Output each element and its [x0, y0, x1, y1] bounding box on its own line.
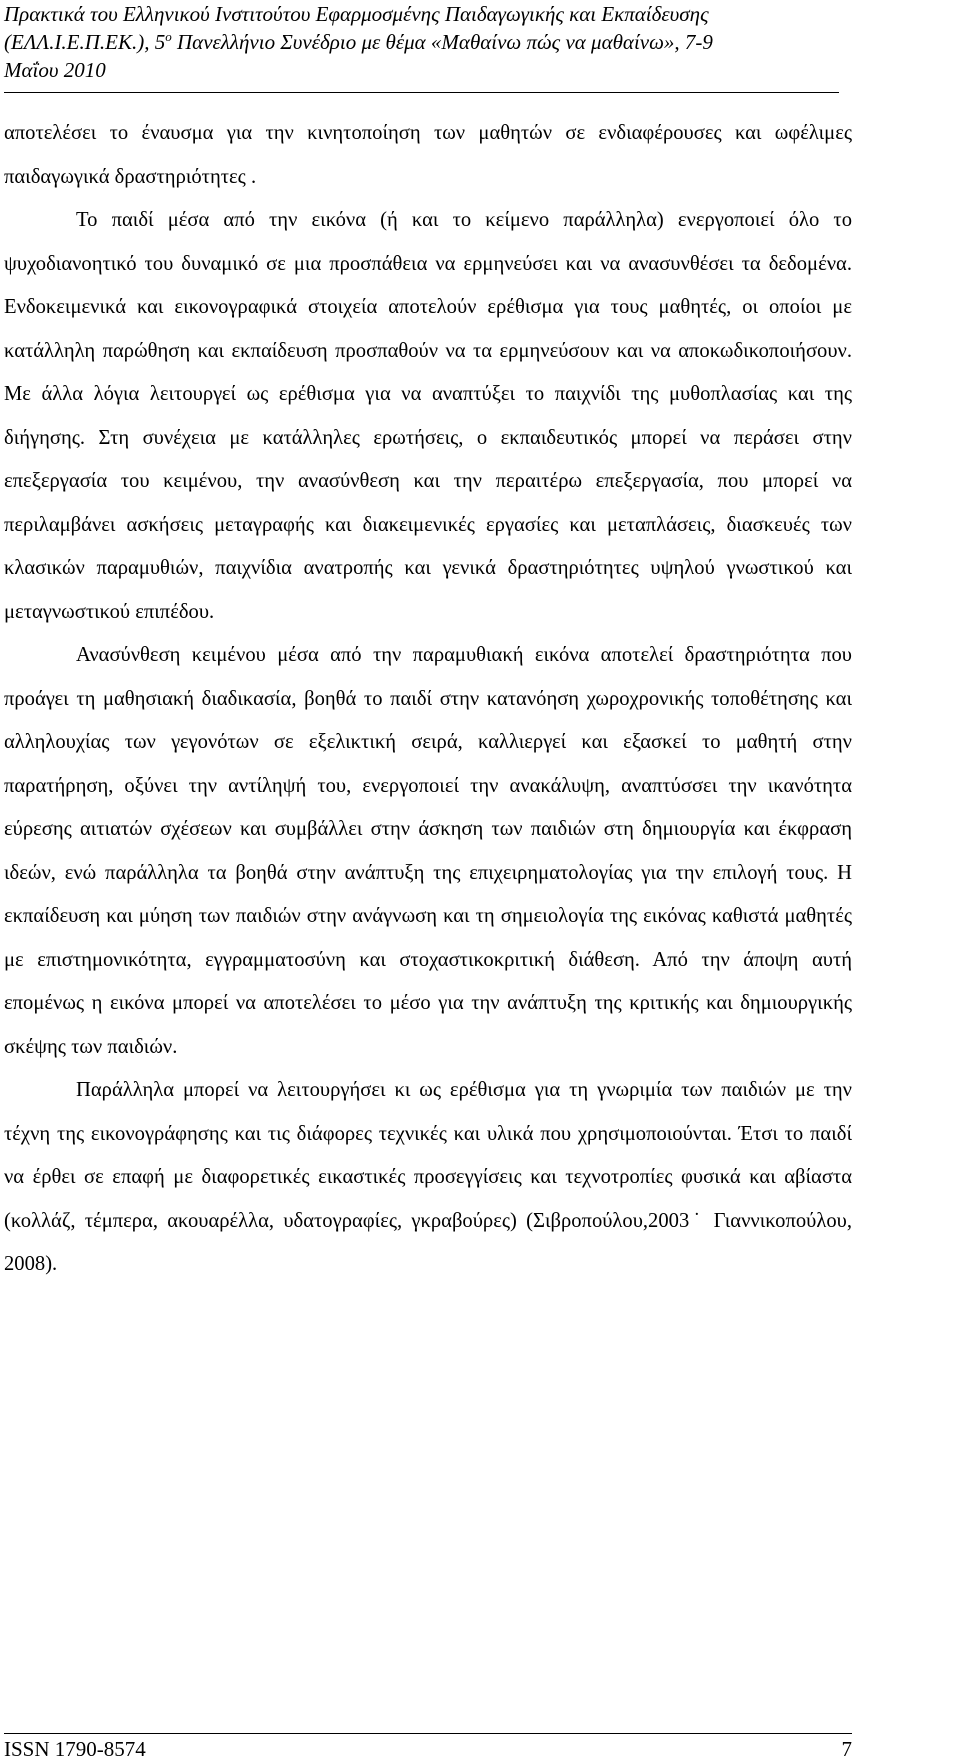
header-line-3: Μαΐου 2010 [4, 58, 106, 82]
paragraph: Παράλληλα μπορεί να λειτουργήσει κι ως ερέθισμα για τη γνωριμία των παιδιών με την τέχνη της εικονογράφησης και τις διάφορες τεχνικές και υλικά που χρησιμοποιούνται. Έτσι το παιδί να έρθει σε επαφή με διαφορετικές εικαστικές προσεγγίσεις και τεχνοτροπίες φυσικά και αβίαστα (κολλάζ, τέμπερα, ακουαρέλλα, υδατογραφίες, γκραβούρες) (Σιβροπούλου,2003˙ Γιαννικοπούλου, 2008). [4, 1079, 852, 1275]
page-number: 7 [841, 1737, 852, 1761]
footer-divider [4, 1733, 852, 1734]
header-line-2 [4, 28, 844, 56]
body-text [4, 112, 852, 1287]
header-line-2-start: (ΕΛΛ.Ι.Ε.Π.ΕΚ.), 5 [4, 30, 166, 54]
header-line-1: Πρακτικά του Ελληνικού Ινστιτούτου Εφαρμοσμένης Παιδαγωγικής και Εκπαίδευσης [4, 2, 709, 26]
issn-label: ISSN 1790-8574 [4, 1737, 146, 1761]
ordinal-superscript: ο [165, 29, 172, 44]
running-header [4, 0, 844, 84]
paragraph: Ανασύνθεση κειμένου μέσα από την παραμυθιακή εικόνα αποτελεί δραστηριότητα που προάγει τη μαθησιακή διαδικασία, βοηθά το παιδί στην κατανόηση χωροχρονικής τοποθέτησης και αλληλουχίας των γεγονότων σε εξελικτική σειρά, καλλιεργεί και εξασκεί το μαθητή στην παρατήρηση, οξύνει την αντίληψή του, ενεργοποιεί την ανακάλυψη, αναπτύσσει την ικανότητα εύρεσης αιτιατών σχέσεων και συμβάλλει στην άσκηση των παιδιών στη δημιουργία και έκφραση ιδεών, ενώ παράλληλα τα βοηθά στην ανάπτυξη της επιχειρηματολογίας για την επιλογή τους. Η εκπαίδευση και μύηση των παιδιών στην ανάγνωση και τη σημειολογία της εικόνας καθιστά μαθητές με επιστημονικότητα, εγγραμματοσύνη και στοχαστικοκριτική διάθεση. Από την άποψη αυτή επομένως η εικόνα μπορεί να αποτελέσει το μέσο για την ανάπτυξη της κριτικής και δημιουργικής σκέψης των παιδιών. [4, 644, 852, 1058]
paragraph: Το παιδί μέσα από την εικόνα (ή και το κείμενο παράλληλα) ενεργοποιεί όλο το ψυχοδιανοητικό του δυναμικό σε μια προσπάθεια να ερμηνεύσει και να ανασυνθέσει τα δεδομένα. Ενδοκειμενικά και εικονογραφικά στοιχεία αποτελούν ερέθισμα για τους μαθητές, οι οποίοι με κατάλληλη παρώθηση και εκπαίδευση προσπαθούν να τα ερμηνεύσουν και να αποκωδικοποιήσουν. Με άλλα λόγια λειτουργεί ως ερέθισμα για να αναπτύξει το παιχνίδι της μυθοπλασίας και της διήγησης. Στη συνέχεια με κατάλληλες ερωτήσεις, ο εκπαιδευτικός μπορεί να περάσει στην επεξεργασία του κειμένου, την ανασύνθεση και την περαιτέρω επεξεργασία, που μπορεί να περιλαμβάνει ασκήσεις μεταγραφής και διακειμενικές εργασίες και μεταπλάσεις, διασκευές των κλασικών παραμυθιών, παιχνίδια ανατροπής και γενικά δραστηριότητες υψηλού γνωστικού και μεταγνωστικού επιπέδου. [4, 209, 852, 623]
paragraph-continuation: αποτελέσει το έναυσμα για την κινητοποίηση των μαθητών σε ενδιαφέρουσες και ωφέλιμες παιδαγωγικά δραστηριότητες . [4, 122, 852, 188]
header-divider [4, 92, 839, 93]
header-line-2-end: Πανελλήνιο Συνέδριο με θέμα «Μαθαίνω πώς να μαθαίνω», 7-9 [171, 30, 713, 54]
